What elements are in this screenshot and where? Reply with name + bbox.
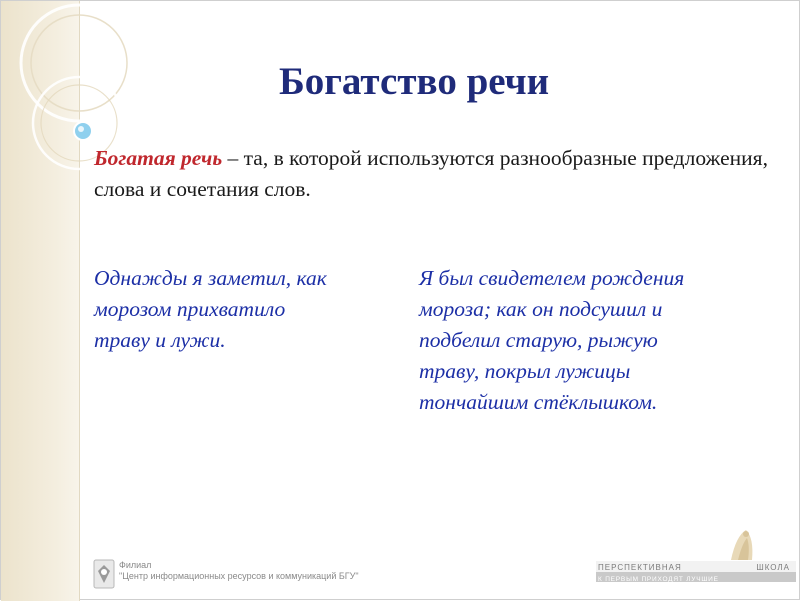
slide-title: Богатство речи bbox=[278, 60, 550, 103]
brand-figure-icon bbox=[596, 526, 796, 566]
footer-organization: Филиал "Центр информационных ресурсов и коммуникаций БГУ" bbox=[119, 560, 359, 581]
example-plain: Однажды я заметил, как морозом прихватило траву и лужи. bbox=[94, 266, 327, 352]
university-logo-icon bbox=[93, 559, 115, 589]
brand-left-text: ПЕРСПЕКТИВНАЯ bbox=[598, 563, 682, 572]
definition-text: – та, в которой используются разнообразные предложения, слова и сочетания слов. bbox=[94, 146, 768, 201]
definition-paragraph bbox=[94, 143, 774, 205]
brand-logo bbox=[596, 526, 796, 591]
brand-right-text: ШКОЛА bbox=[756, 563, 790, 572]
example-rich: Я был свидетелем рождения мороза; как он подсушил и подбелил старую, рыжую траву, покрыл лужицы тончайшим стёклышком. bbox=[419, 266, 685, 414]
definition-term: Богатая речь bbox=[94, 146, 223, 170]
brand-slogan: К ПЕРВЫМ ПРИХОДЯТ ЛУЧШИЕ bbox=[598, 576, 719, 583]
